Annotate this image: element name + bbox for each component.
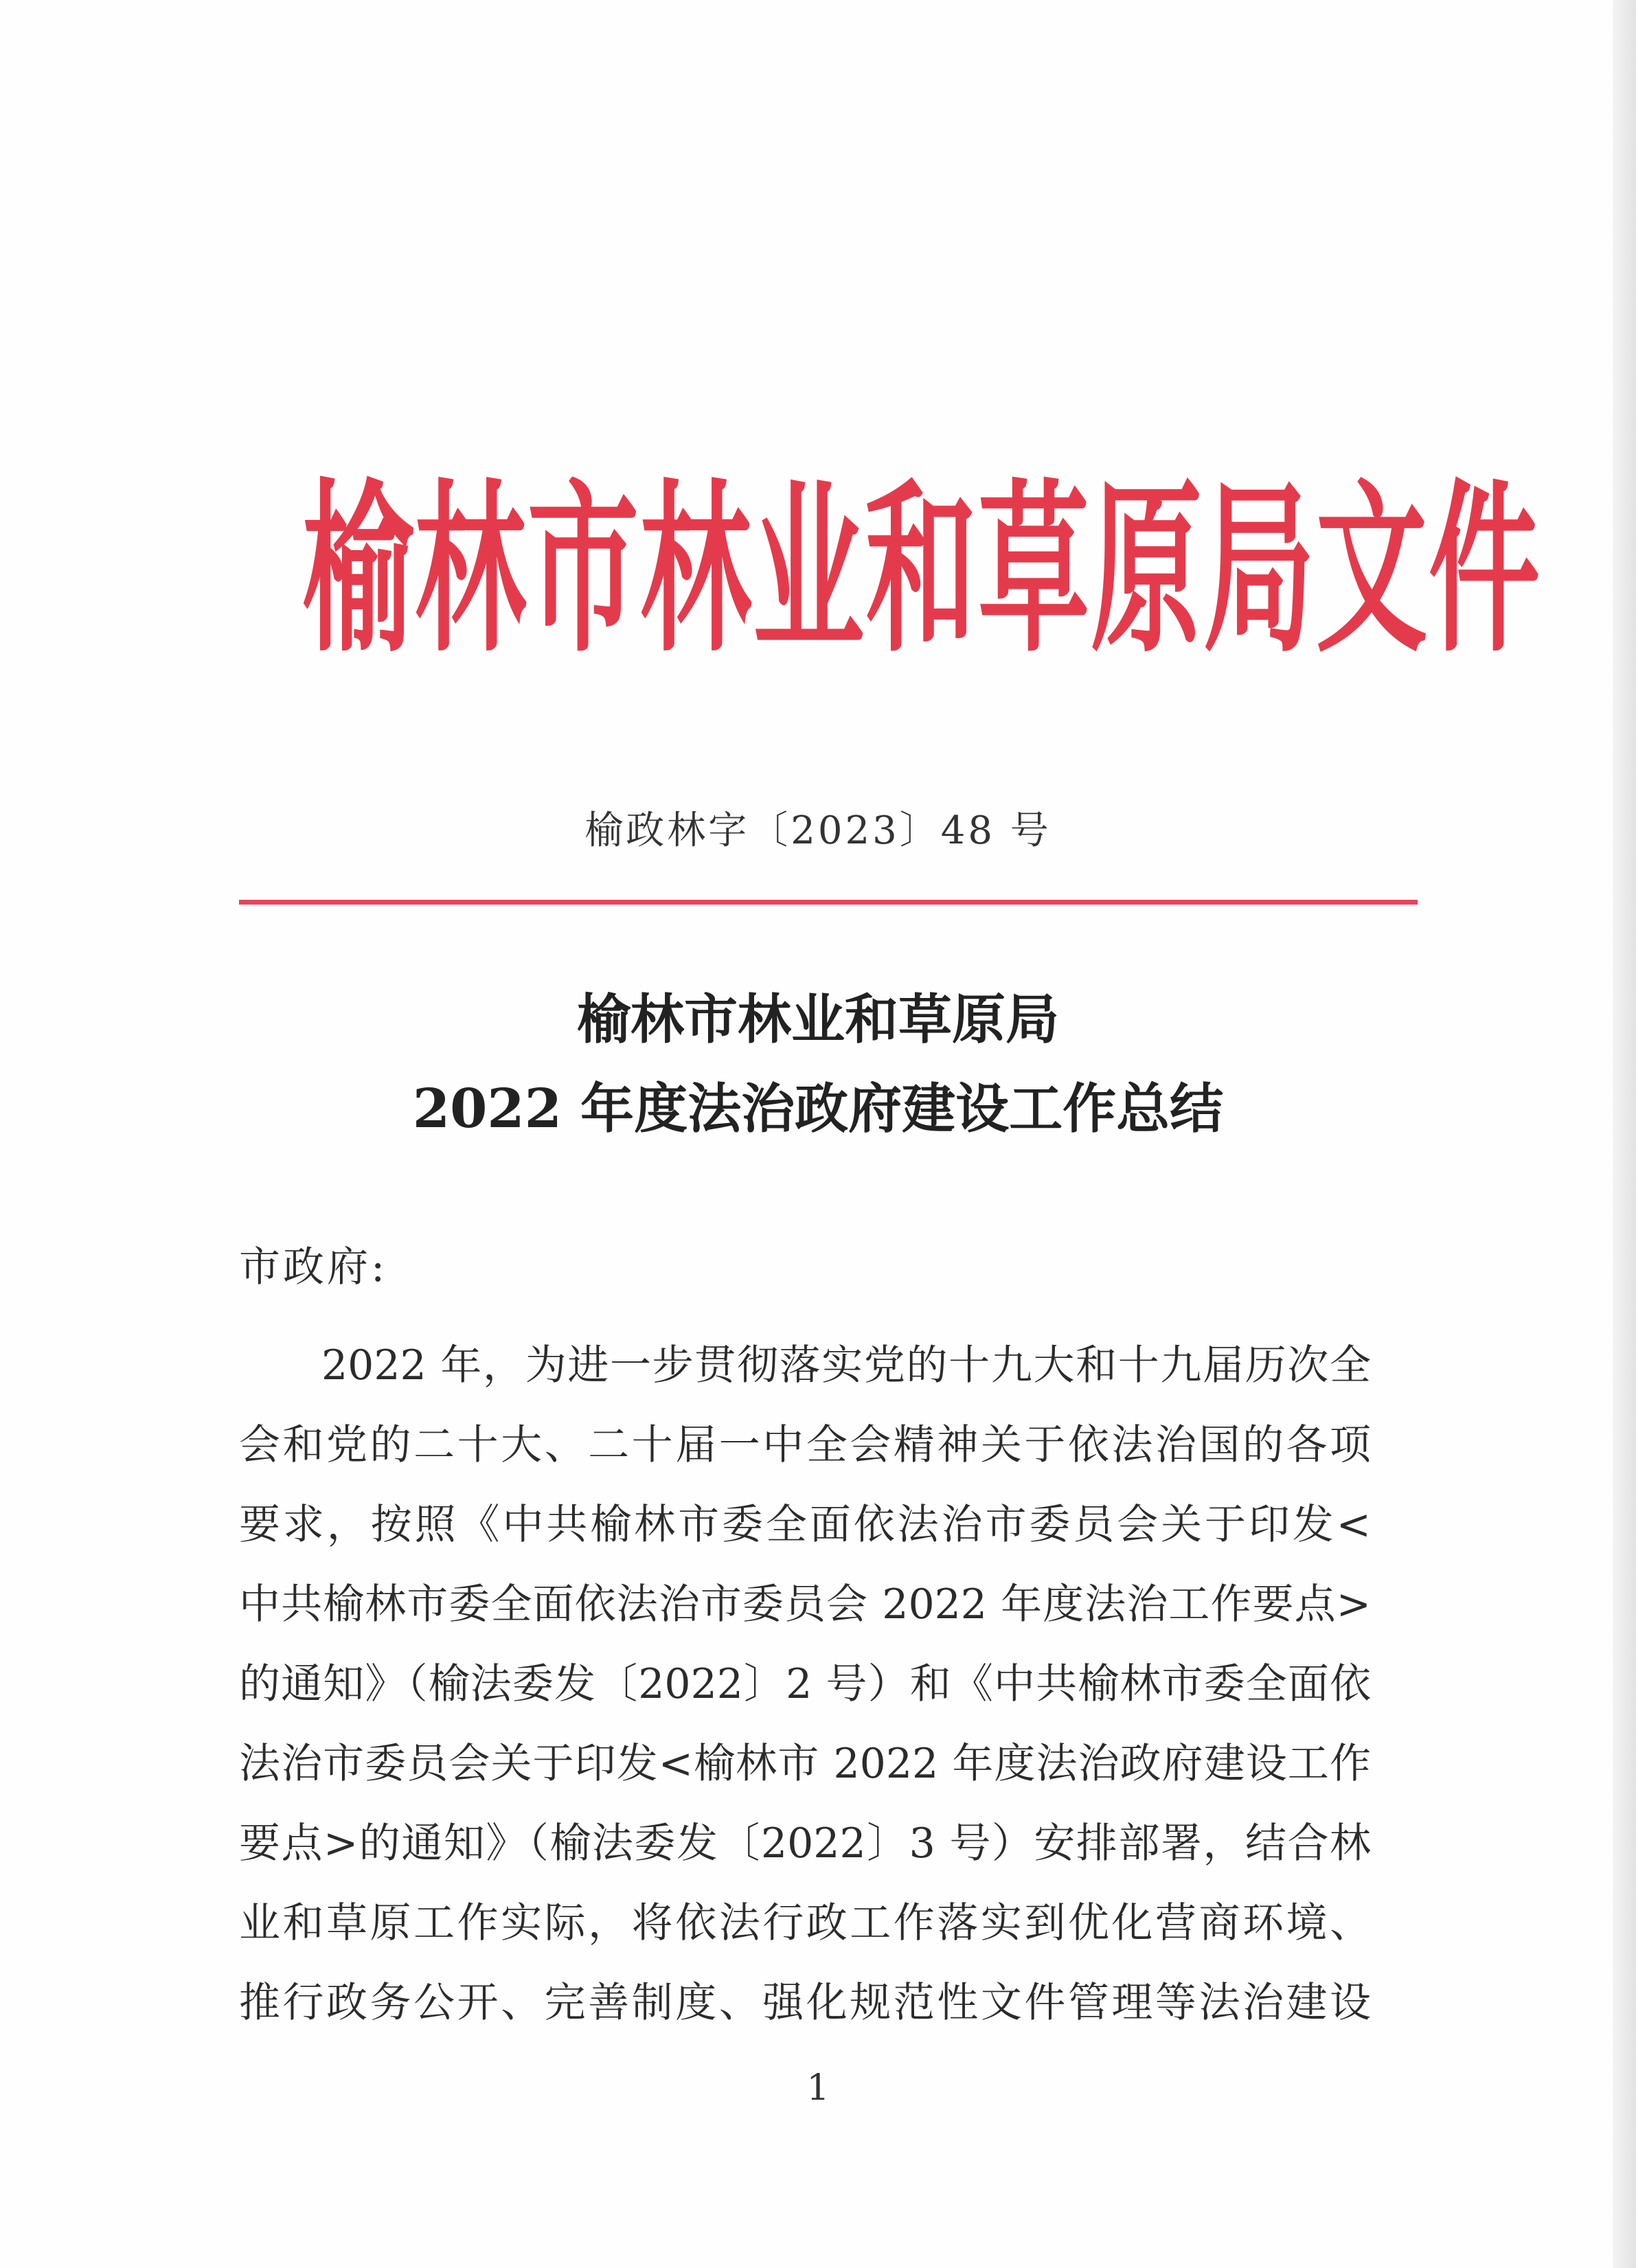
masthead [302,453,1541,687]
body-line: 会和党的二十大、二十届一中全会精神关于依法治国的各项 [239,1421,1371,1469]
body-line: 业和草原工作实际，将依法行政工作落实到优化营商环境、 [239,1899,1371,1947]
body-line: 要求，按照《中共榆林市委全面依法治市委员会关于印发< [239,1501,1371,1549]
document-title-line-2: 2022 年度法治政府建设工作总结 [412,1078,1224,1140]
body-line: 推行政务公开、完善制度、强化规范性文件管理等法治建设 [239,1979,1371,2027]
body-line: 的通知》（榆法委发〔2022〕2 号）和《中共榆林市委全面依 [239,1660,1371,1708]
document-title-line-1: 榆林市林业和草原局 [576,988,1059,1051]
body-line: 中共榆林市委全面依法治市委员会 2022 年度法治工作要点> [239,1580,1371,1629]
body-paragraph [239,1326,1371,2043]
addressee: 市政府: [239,1243,388,1291]
masthead-text: 榆林市林业和草原局文件 [302,462,1541,678]
body-line: 要点>的通知》（榆法委发〔2022〕3 号）安排部署，结合林 [239,1819,1371,1868]
body-line: 2022 年，为进一步贯彻落实党的十九大和十九届历次全 [321,1341,1371,1390]
red-divider-line [239,900,1418,905]
document-number: 榆政林字〔2023〕48 号 [584,808,1052,853]
body-line: 法治市委员会关于印发<榆林市 2022 年度法治政府建设工作 [239,1740,1371,1788]
page-number: 1 [806,2067,830,2109]
